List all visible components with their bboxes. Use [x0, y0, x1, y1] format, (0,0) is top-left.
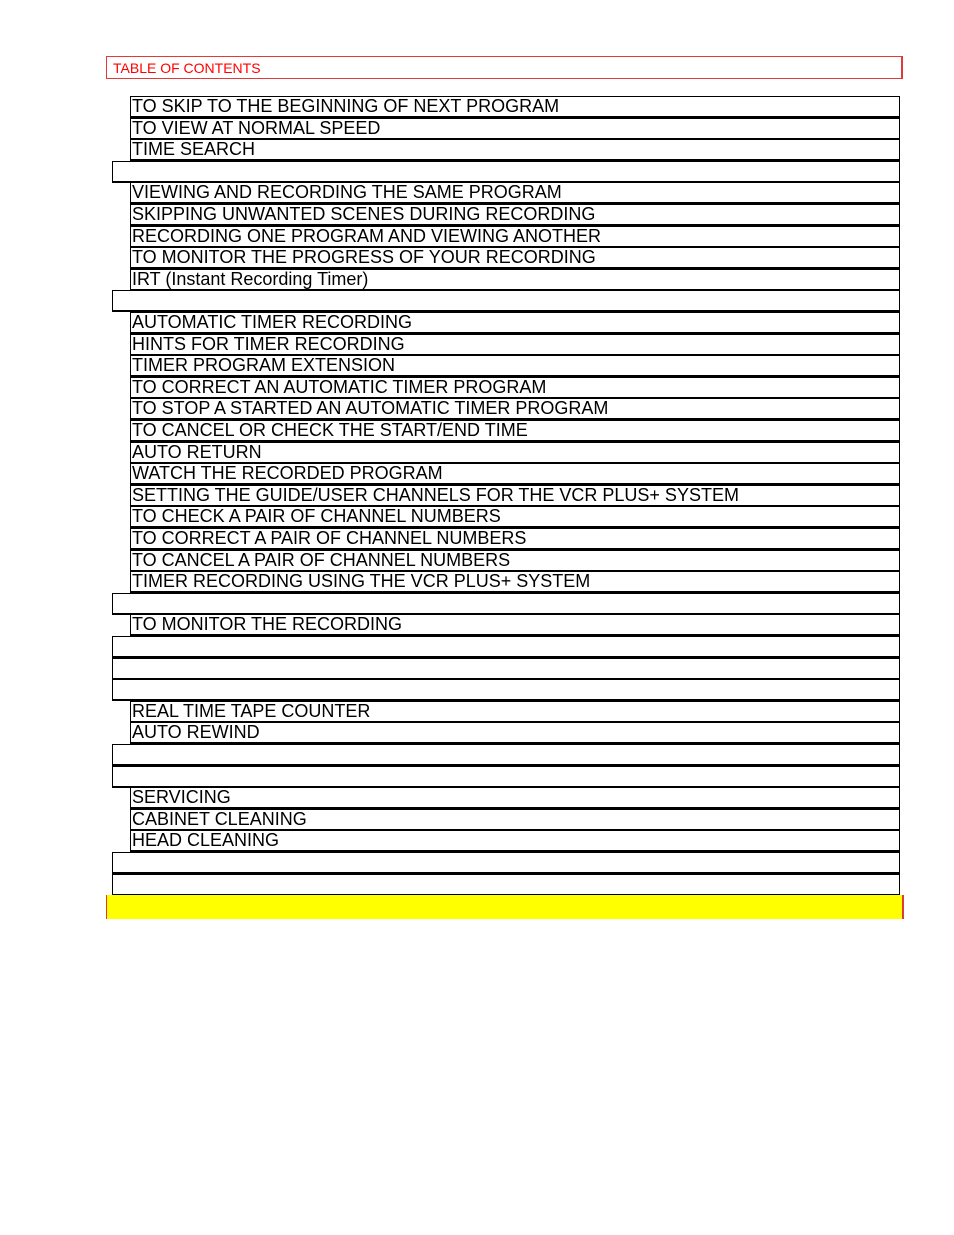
toc-entry-link[interactable]: TO CANCEL A PAIR OF CHANNEL NUMBERS — [130, 550, 900, 572]
toc-section-heading[interactable] — [112, 679, 900, 701]
toc-entry-link[interactable]: VIEWING AND RECORDING THE SAME PROGRAM — [130, 182, 900, 204]
toc-entry-link[interactable]: AUTO RETURN — [130, 442, 900, 464]
toc-entry-link[interactable]: SETTING THE GUIDE/USER CHANNELS FOR THE VCR PLUS+ SYSTEM — [130, 485, 900, 507]
toc-entry-link[interactable]: HEAD CLEANING — [130, 830, 900, 852]
toc-entry-link[interactable]: TO CANCEL OR CHECK THE START/END TIME — [130, 420, 900, 442]
toc-entry-link[interactable]: TO STOP A STARTED AN AUTOMATIC TIMER PROGRAM — [130, 398, 900, 420]
toc-entry-link[interactable]: TO MONITOR THE RECORDING — [130, 614, 900, 636]
toc-entry-link[interactable]: TO CHECK A PAIR OF CHANNEL NUMBERS — [130, 506, 900, 528]
toc-entry-link[interactable]: TO MONITOR THE PROGRESS OF YOUR RECORDING — [130, 247, 900, 269]
toc-entry-link[interactable]: CABINET CLEANING — [130, 809, 900, 831]
toc-entry-link[interactable]: TO VIEW AT NORMAL SPEED — [130, 118, 900, 140]
toc-section-heading[interactable] — [112, 852, 900, 874]
toc-entry-link[interactable]: AUTO REWIND — [130, 722, 900, 744]
toc-entry-link[interactable]: TIMER RECORDING USING THE VCR PLUS+ SYSTEM — [130, 571, 900, 593]
toc-entry-link[interactable]: SKIPPING UNWANTED SCENES DURING RECORDING — [130, 204, 900, 226]
toc-section-heading[interactable] — [112, 290, 900, 312]
footer-bar — [106, 895, 904, 919]
toc-entry-link[interactable]: TO CORRECT AN AUTOMATIC TIMER PROGRAM — [130, 377, 900, 399]
toc-section-heading[interactable] — [112, 874, 900, 896]
toc-entry-link[interactable]: SERVICING — [130, 787, 900, 809]
toc-section-heading[interactable] — [112, 593, 900, 615]
toc-entry-link[interactable]: RECORDING ONE PROGRAM AND VIEWING ANOTHER — [130, 226, 900, 248]
toc-entry-link[interactable]: TO SKIP TO THE BEGINNING OF NEXT PROGRAM — [130, 96, 900, 118]
toc-entry-link[interactable]: REAL TIME TAPE COUNTER — [130, 701, 900, 723]
toc-section-heading[interactable] — [112, 744, 900, 766]
toc-section-heading[interactable] — [112, 636, 900, 658]
toc-section-heading[interactable] — [112, 766, 900, 788]
toc-section-heading[interactable] — [112, 658, 900, 680]
toc-title: TABLE OF CONTENTS — [113, 60, 261, 76]
toc-entry-link[interactable]: HINTS FOR TIMER RECORDING — [130, 334, 900, 356]
toc-entry-link[interactable]: TIME SEARCH — [130, 139, 900, 161]
toc-entry-link[interactable]: TIMER PROGRAM EXTENSION — [130, 355, 900, 377]
toc-entry-link[interactable]: AUTOMATIC TIMER RECORDING — [130, 312, 900, 334]
toc-entry-link[interactable]: IRT (Instant Recording Timer) — [130, 269, 900, 291]
toc-entry-link[interactable]: WATCH THE RECORDED PROGRAM — [130, 463, 900, 485]
toc-entry-link[interactable]: TO CORRECT A PAIR OF CHANNEL NUMBERS — [130, 528, 900, 550]
toc-section-heading[interactable] — [112, 161, 900, 183]
